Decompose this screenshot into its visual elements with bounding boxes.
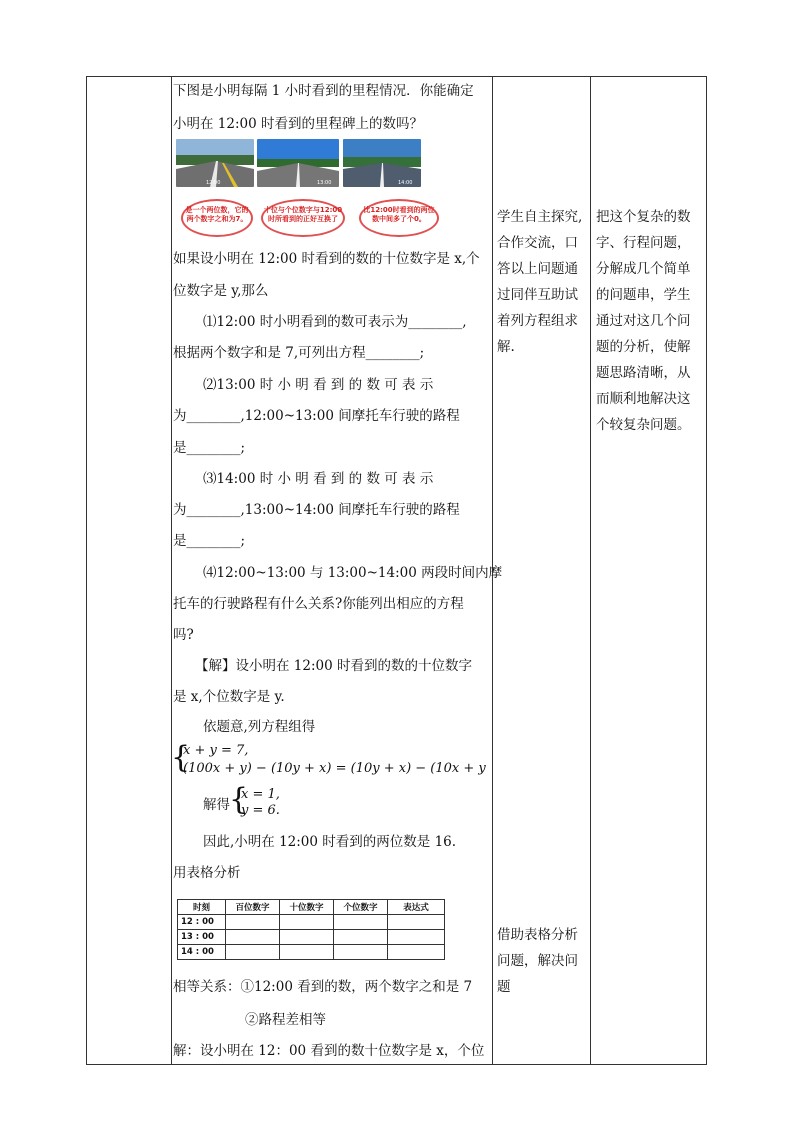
student-line: 合作交流，口 xyxy=(497,235,578,251)
intro-line: 下图是小明每隔 1 小时看到的里程情况．你能确定 xyxy=(173,83,474,99)
question-3: ⑶14:00 时 小 明 看 到 的 数 可 表 示 xyxy=(203,471,434,487)
relation-line: ②路程差相等 xyxy=(245,1012,326,1028)
solution-y: y = 6. xyxy=(241,803,280,818)
conclusion: 因此,小明在 12:00 时看到的两位数是 16. xyxy=(203,834,457,850)
thought-bubble: 比12:00时看到的两位数中间多了个0。 xyxy=(359,199,439,237)
setup-line: 如果设小明在 12:00 时看到的数的十位数字是 x,个 xyxy=(173,251,480,267)
intent-line: 把这个复杂的数 xyxy=(596,209,691,225)
setup-line: 位数字是 y,那么 xyxy=(173,283,269,299)
table-header: 百位数字 xyxy=(226,900,280,915)
table-row xyxy=(178,945,445,960)
question-4: 吗? xyxy=(173,627,194,643)
intent-line: 题思路清晰，从 xyxy=(596,365,691,381)
table-header: 个位数字 xyxy=(334,900,388,915)
student-line: 借助表格分析 xyxy=(497,927,578,943)
equation-2: (100x + y) − (10y + x) = (10y + x) − (10x + y xyxy=(183,761,486,776)
student-activity xyxy=(497,922,578,1000)
student-activity xyxy=(497,204,582,360)
design-intent xyxy=(596,204,691,438)
road-photo xyxy=(176,139,254,187)
question-2: 为________,12:00~13:00 间摩托车行驶的路程 xyxy=(173,408,460,424)
time-cell: 13 : 00 xyxy=(178,930,226,945)
question-2: 是________; xyxy=(173,440,246,456)
road-photo xyxy=(257,139,339,187)
question-3: 是________; xyxy=(173,533,246,549)
last-line: 解：设小明在 12：00 看到的数十位数字是 x，个位 xyxy=(173,1043,485,1059)
thought-bubble: 是一个两位数，它的两个数字之和为7。 xyxy=(181,199,253,237)
time-cell: 12 : 00 xyxy=(178,915,226,930)
student-line: 解. xyxy=(497,339,515,355)
analysis-table xyxy=(177,899,445,960)
intent-line: 字、行程问题， xyxy=(596,235,691,251)
intent-line: 个较复杂问题。 xyxy=(596,417,691,433)
table-header: 时刻 xyxy=(178,900,226,915)
intent-line: 分解成几个简单 xyxy=(596,261,691,277)
column-divider xyxy=(590,77,591,1064)
solution-line: 是 x,个位数字是 y. xyxy=(173,689,285,705)
question-2: ⑵13:00 时 小 明 看 到 的 数 可 表 示 xyxy=(203,377,434,393)
table-header-row xyxy=(178,900,445,915)
road-photo xyxy=(343,139,421,187)
question-4: 托车的行驶路程有什么关系?你能列出相应的方程 xyxy=(173,596,464,612)
intro-line: 小明在 12:00 时看到的里程碑上的数吗？ xyxy=(173,116,423,132)
lesson-table xyxy=(86,76,707,1065)
svg-text:12:00: 12:00 xyxy=(206,180,221,186)
equation-1: x + y = 7, xyxy=(183,743,249,758)
question-4: ⑷12:00~13:00 与 13:00~14:00 两段时间内摩 xyxy=(203,565,503,581)
intent-line: 的问题串，学生 xyxy=(596,287,691,303)
student-line: 学生自主探究, xyxy=(497,209,583,225)
student-line: 答以上问题通 xyxy=(497,261,578,277)
student-line: 过同伴互助试 xyxy=(497,287,578,303)
svg-text:14:00: 14:00 xyxy=(398,180,413,186)
solution-line: 依题意,列方程组得 xyxy=(203,719,316,735)
thought-bubble: 十位与个位数字与12:00时所看到的正好互换了 xyxy=(261,199,345,237)
student-line: 着列方程组求 xyxy=(497,313,578,329)
table-header: 表达式 xyxy=(388,900,445,915)
solved-label: 解得 xyxy=(203,797,230,813)
intent-line: 题的分析，使解 xyxy=(596,339,691,355)
solution-line: 【解】设小明在 12:00 时看到的数的十位数字 xyxy=(195,658,472,674)
table-row xyxy=(178,915,445,930)
table-header: 十位数字 xyxy=(280,900,334,915)
intent-line: 通过对这几个问 xyxy=(596,313,691,329)
student-line: 问题，解决问 xyxy=(497,953,578,969)
question-1: 根据两个数字和是 7,可列出方程________; xyxy=(173,345,425,361)
question-3: 为________,13:00~14:00 间摩托车行驶的路程 xyxy=(173,502,460,518)
question-1: ⑴12:00 时小明看到的数可表示为________, xyxy=(203,314,467,330)
solution-brace: { xyxy=(229,782,249,817)
solution-x: x = 1, xyxy=(241,787,280,802)
time-cell: 14 : 00 xyxy=(178,945,226,960)
table-row xyxy=(178,930,445,945)
svg-text:13:00: 13:00 xyxy=(317,180,332,186)
relation-line: 相等关系：①12:00 看到的数，两个数字之和是 7 xyxy=(173,979,473,995)
equation-brace: { xyxy=(171,740,191,775)
column-divider xyxy=(171,77,172,1064)
table-intro: 用表格分析 xyxy=(173,865,241,881)
intent-line: 而顺利地解决这 xyxy=(596,391,691,407)
student-line: 题 xyxy=(497,979,511,995)
